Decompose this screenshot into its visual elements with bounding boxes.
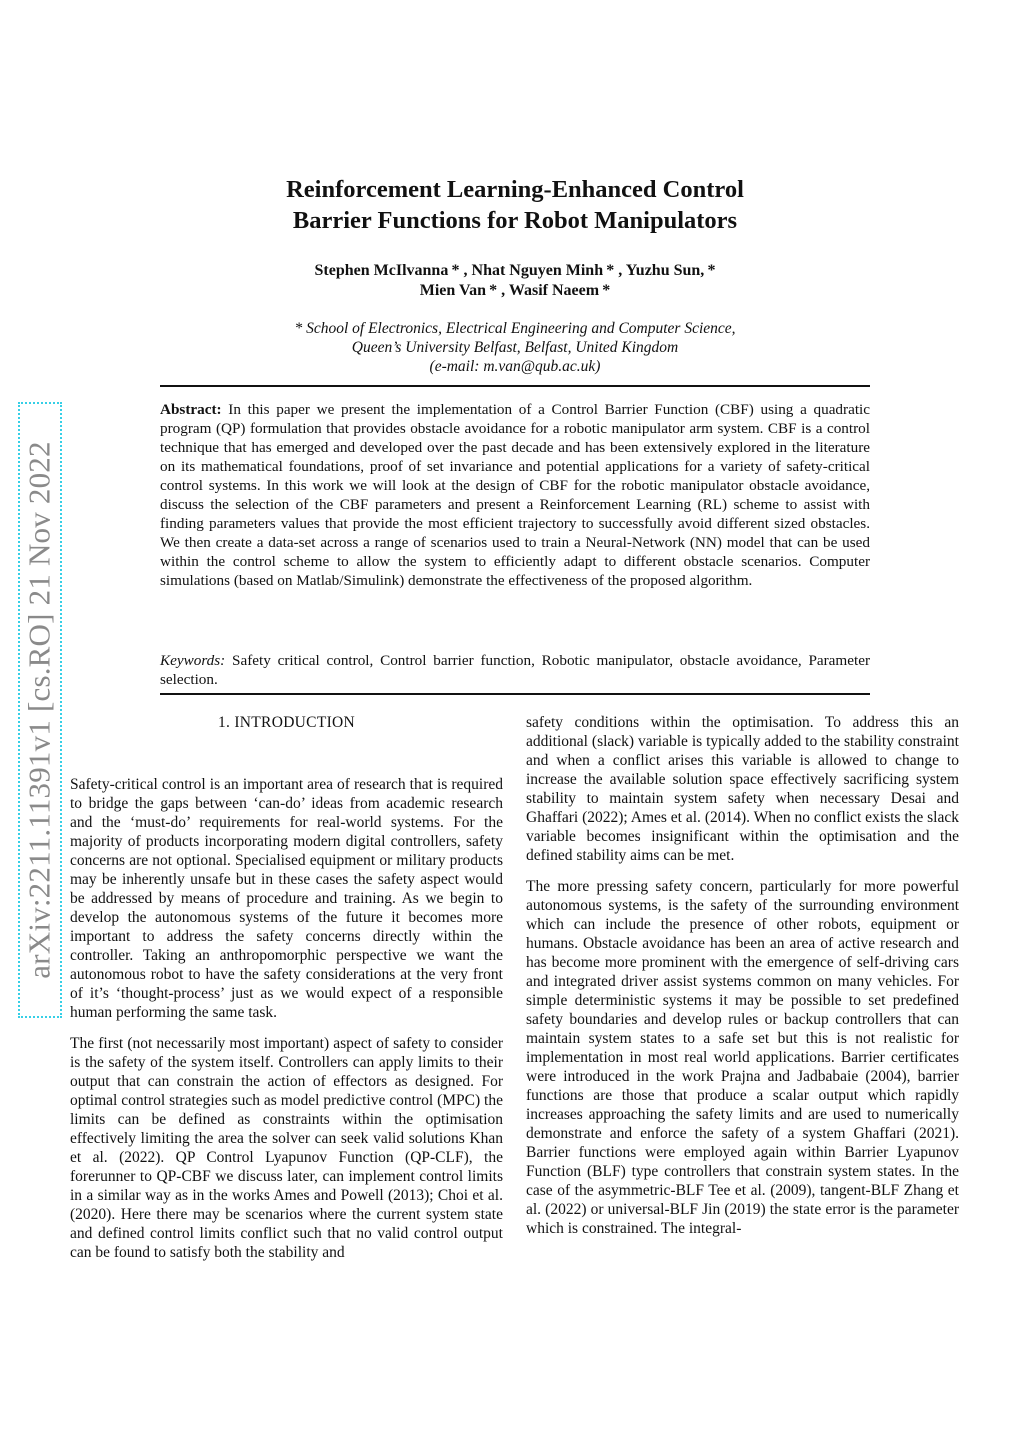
abstract-text: In this paper we present the implementation of a Control Barrier Function (CBF) using a quadratic program (QP) formulation that provides obstacle avoidance for a robotic manipulator arm system. CBF is a control technique that has emerged and developed over the past decade and has been extensively explored in the literature on its mathematical foundations, proof of set invariance and potential applications for a variety of safety-critical control systems. In this work we will look at the design of CBF for the robotic manipulator obstacle avoidance, discuss the selection of the CBF parameters and present a Reinforcement Learning (RL) scheme to assist with finding parameters values that provide the most efficient trajectory to successfully avoid different sized obstacles. We then create a data-set across a range of scenarios used to train a Neural-Network (NN) model that can be used within the control scheme to allow the system to efficiently adapt to different obstacle scenarios. Computer simulations (based on Matlab/Simulink) demonstrate the effectiveness of the proposed algorithm. bbox=[160, 401, 871, 589]
body-paragraph: Safety-critical control is an important area of research that is required to bridge the gaps between ‘can-do’ ideas from academic research and the ‘must-do’ requirements for real-world systems. For the majority of products incorporating modern digital controllers, safety concerns are not optional. Specialised equipment or military products may be inherently unsafe but in these cases the safety aspect would be addressed by means of procedure and training. As we begin to develop the autonomous systems of the future it becomes more important to address the safety concerns directly within the controller. Taking an anthropomorphic perspective we want the autonomous robot to have the safety considerations at the very front of it’s ‘thought-process’ just as we would expect of a responsible human performing the same task. bbox=[70, 776, 503, 1021]
paper-title bbox=[160, 174, 870, 236]
body-paragraph: The first (not necessarily most important) aspect of safety to consider is the safety of the system itself. Controllers can apply limits to their output that can constrain the action of effectors as designed. For optimal control strategies such as model predictive control (MPC) the limits can be defined as constraints within the optimisation effectively limiting the area the solver can seek valid solutions Khan et al. (2022). QP Control Lyapunov Function (QP-CLF), the forerunner to QP-CBF we discuss later, can implement control limits in a similar way as in the works Ames and Powell (2013); Choi et al. (2020). Here there may be scenarios where the current system state and defined control limits conflict such that no valid control output can be found to satisfy both the stability and bbox=[70, 1035, 503, 1261]
paper-header bbox=[160, 174, 870, 376]
section-heading-introduction: 1. INTRODUCTION bbox=[217, 714, 356, 731]
title-line-1: Reinforcement Learning-Enhanced Control bbox=[286, 176, 744, 203]
title-line-2: Barrier Functions for Robot Manipulators bbox=[292, 207, 738, 234]
keywords-label: Keywords: bbox=[160, 652, 226, 669]
keywords-text: Safety critical control, Control barrier function, Robotic manipulator, obstacle avoidance, Parameter selection. bbox=[160, 652, 870, 688]
body-paragraph: The more pressing safety concern, particularly for more powerful autonomous systems, is the safety of the surrounding environment which can include the presence of other robots, equipment or humans. Obstacle avoidance has been an area of active research and has become more prominent with the emergence of self-driving cars and integrated driver assist systems common on many vehicles. For simple deterministic systems it may be possible to set predefined safety boundaries and develop rules or backup controllers that can maintain system states to a safe set but this is not realistic for implementation in most real world applications. Barrier certificates were introduced in the work Prajna and Jadbabaie (2004), barrier functions are those that produce a scalar output which rapidly increases approaching the safety limits and are used to numerically demonstrate and enforce the safety of a system Ghaffari (2021). Barrier functions were employed again within Barrier Lyapunov Function (BLF) type controllers that constrain system states. In the case of the asymmetric-BLF Tee et al. (2009), tangent-BLF Zhang et al. (2022) or universal-BLF Jin (2019) the state error is the parameter which is constrained. The integral- bbox=[526, 878, 959, 1237]
body-paragraph: safety conditions within the optimisation. To address this an additional (slack) variable is typically added to the stability constraint and when a conflict arises this variable is allowed to change to increase the available solution space effectively sacrificing system stability to maintain system safety when necessary Desai and Ghaffari (2022); Ames et al. (2014). When no conflict exists the slack variable becomes insignificant within the optimisation and the defined stability aims can be met. bbox=[526, 714, 959, 864]
abstract bbox=[160, 400, 870, 590]
affiliation-line-2: Queen’s University Belfast, Belfast, United Kingdom bbox=[351, 339, 679, 356]
authors-line-1: Stephen McIlvanna * , Nhat Nguyen Minh * , Yuzhu Sun, * bbox=[314, 262, 716, 279]
arxiv-stamp bbox=[18, 402, 62, 1018]
abstract-top-rule bbox=[160, 385, 870, 387]
affiliation bbox=[160, 319, 870, 376]
authors-line-2: Mien Van * , Wasif Naeem * bbox=[419, 282, 611, 299]
abstract-label: Abstract: bbox=[160, 401, 222, 418]
contact-email: (e-mail: m.van@qub.ac.uk) bbox=[429, 358, 601, 375]
keywords bbox=[160, 651, 870, 689]
left-column bbox=[70, 713, 503, 1274]
author-list bbox=[160, 261, 870, 301]
affiliation-line-1: * School of Electronics, Electrical Engineering and Computer Science, bbox=[294, 320, 736, 337]
arxiv-identifier: arXiv:2211.11391v1 [cs.RO] 21 Nov 2022 bbox=[22, 441, 58, 979]
right-column bbox=[526, 713, 959, 1250]
abstract-bottom-rule bbox=[160, 693, 870, 695]
